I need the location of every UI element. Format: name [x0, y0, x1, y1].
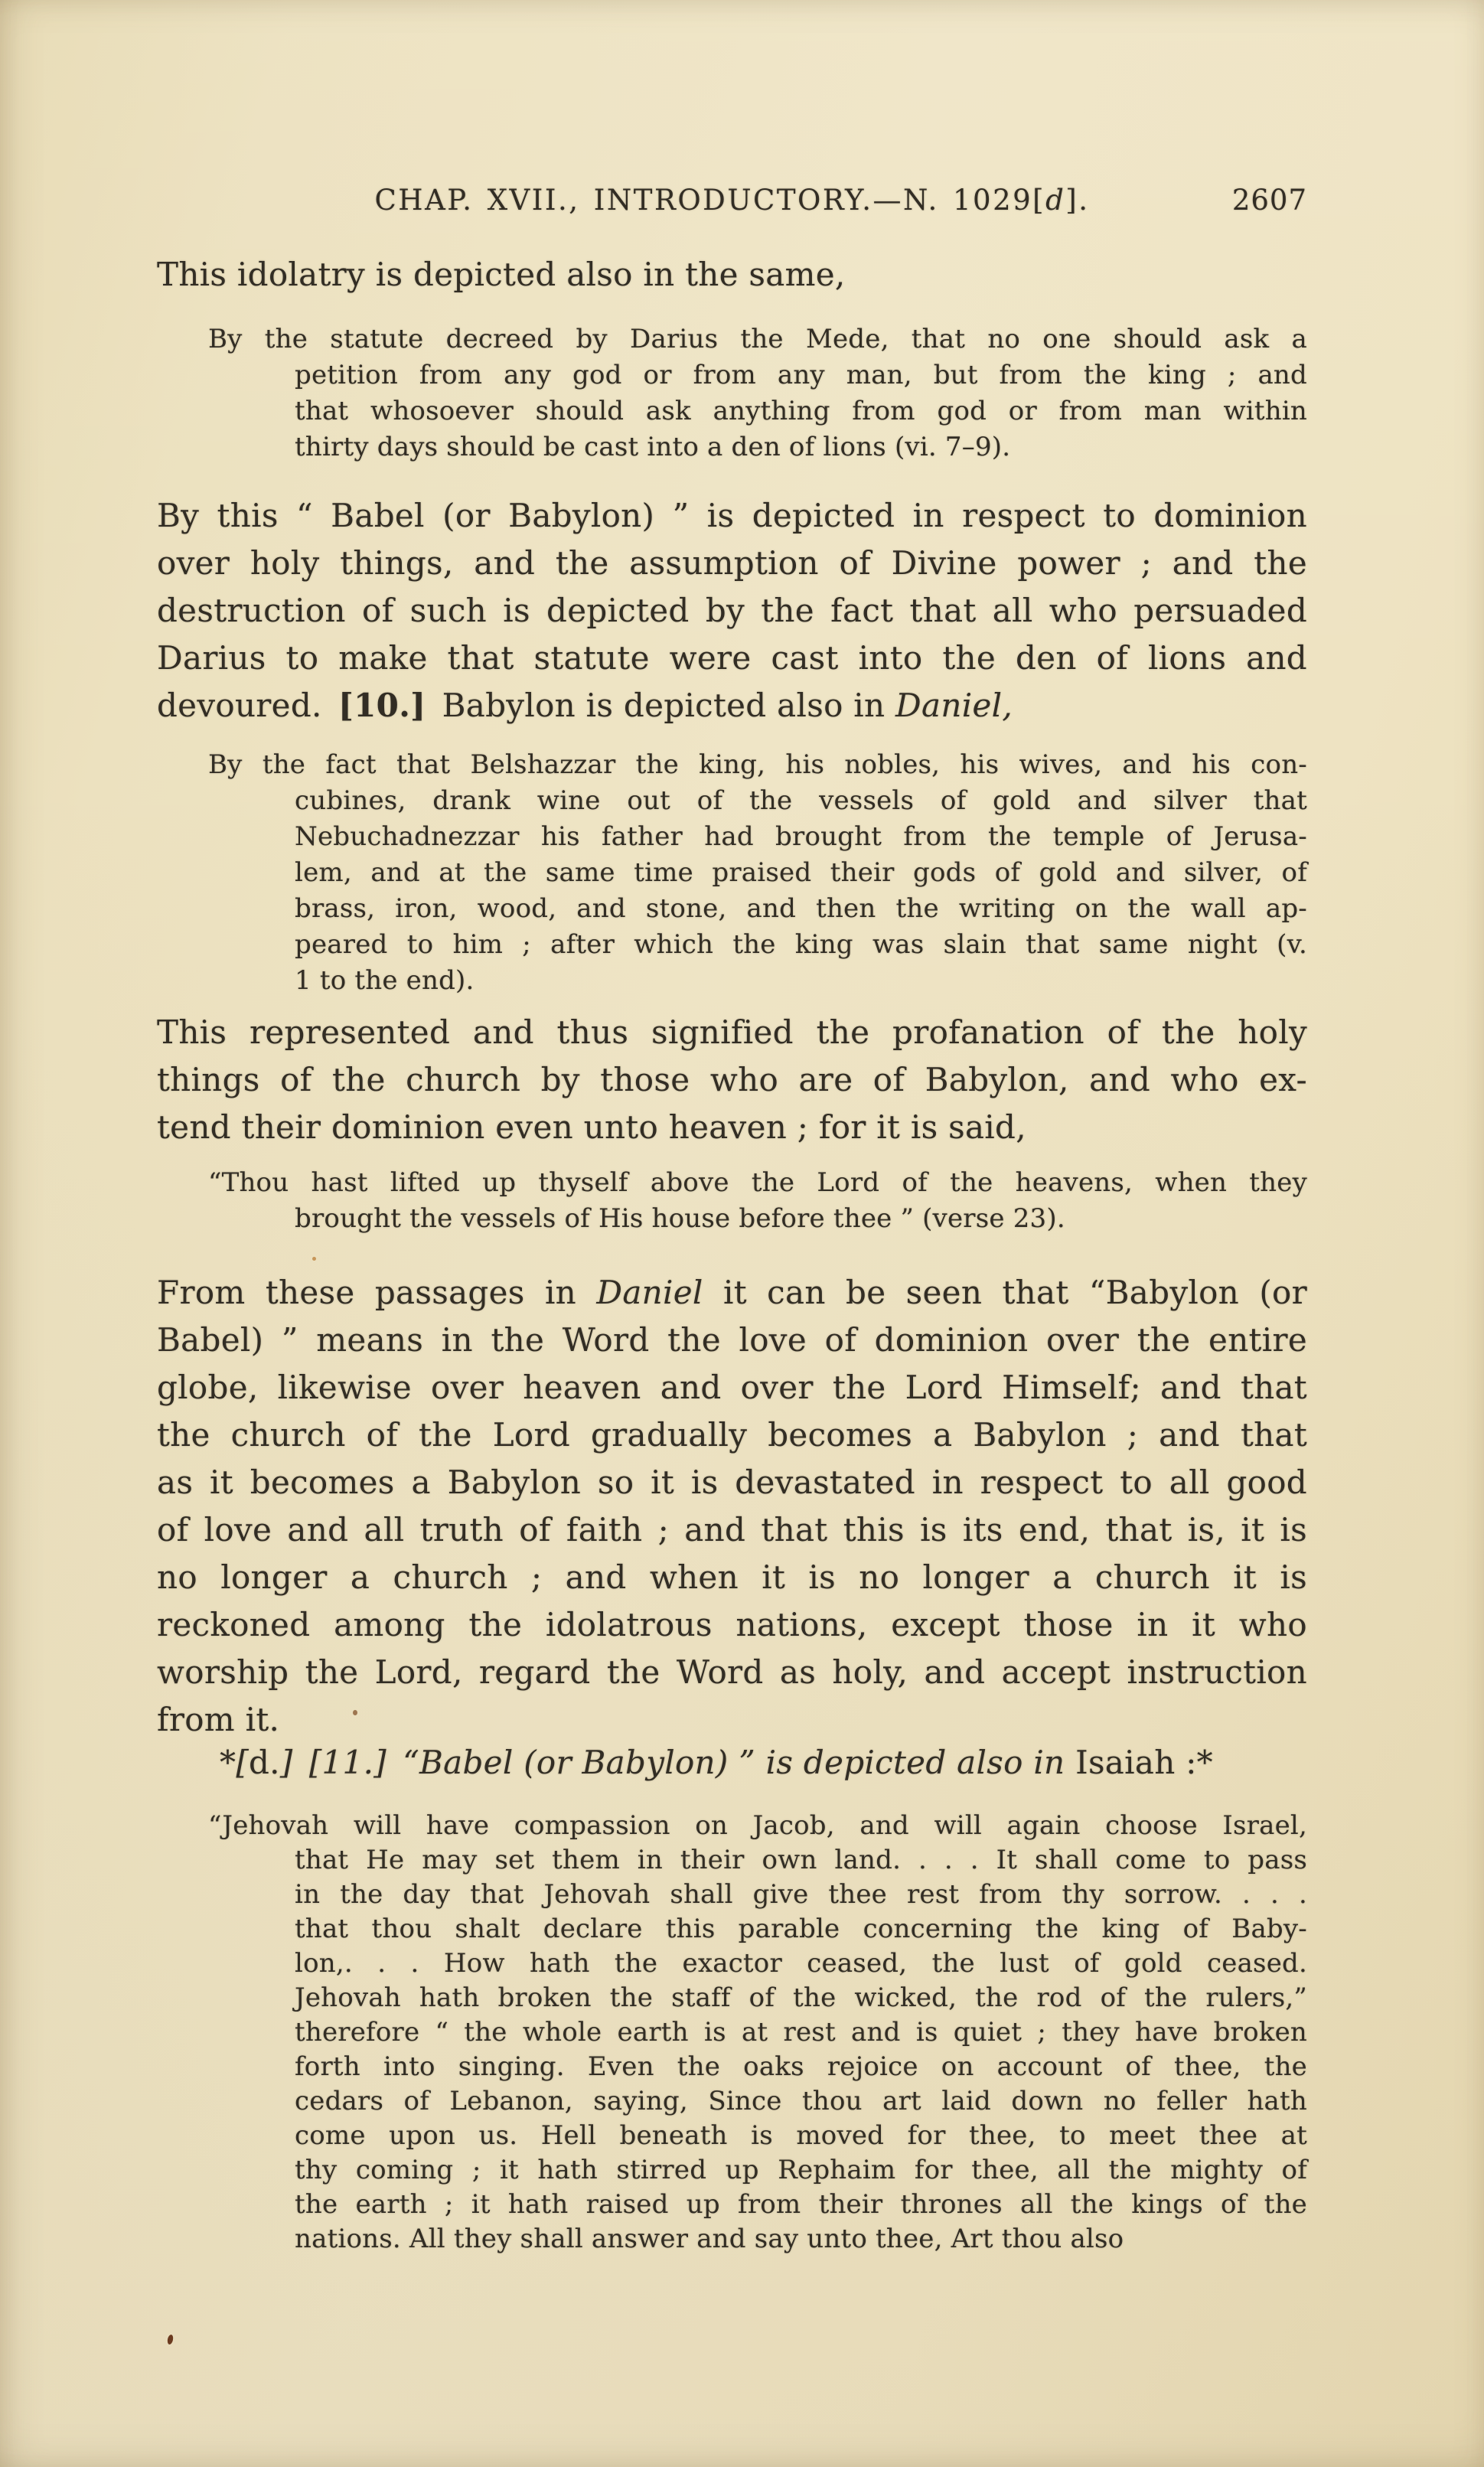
text-line: 1 to the end).	[295, 965, 475, 996]
text-line: lem, and at the same time praised their gods of gold and silver, of	[295, 857, 1307, 888]
text-line: devoured. [10.] Babylon is depicted also in Daniel,	[157, 687, 1013, 724]
text-line: tend their dominion even unto heaven ; for it is said,	[157, 1108, 1026, 1146]
paragraph-intro	[157, 251, 1307, 299]
text-line: reckoned among the idolatrous nations, except those in it who	[157, 1606, 1307, 1643]
text-line: thirty days should be cast into a den of lions (vi. 7–9).	[295, 432, 1011, 462]
text-line: that whosoever should ask anything from god or from man within	[295, 396, 1307, 426]
text-line: cedars of Lebanon, saying, Since thou art laid down no feller hath	[295, 2086, 1307, 2116]
ink-speck	[167, 2334, 174, 2345]
ink-speck	[353, 1710, 357, 1715]
text-line: globe, likewise over heaven and over the Lord Himself; and that	[157, 1369, 1307, 1406]
text-line: Babel) ” means in the Word the love of dominion over the entire	[157, 1321, 1307, 1359]
text-line: petition from any god or from any man, but from the king ; and	[295, 360, 1307, 390]
text-line: Darius to make that statute were cast into the den of lions and	[157, 639, 1307, 677]
text-line: that thou shalt declare this parable concerning the king of Baby-	[295, 1914, 1307, 1944]
text-line: This represented and thus signified the profanation of the holy	[157, 1013, 1307, 1051]
text-line: no longer a church ; and when it is no longer a church it is	[157, 1558, 1307, 1596]
scripture-extract-daniel-statute	[157, 321, 1307, 465]
page-number: 2607	[1231, 184, 1307, 217]
text-line: of love and all truth of faith ; and that this is its end, that is, it is	[157, 1511, 1307, 1548]
text-line: brought the vessels of His house before thee ” (verse 23).	[295, 1203, 1065, 1234]
text-line: cubines, drank wine out of the vessels of gold and silver that	[295, 785, 1307, 816]
paragraph-profanation	[157, 1009, 1307, 1151]
ink-speck	[312, 1257, 316, 1261]
text-line: things of the church by those who are of Babylon, and who ex-	[157, 1061, 1307, 1098]
text-line: over holy things, and the assumption of Divine power ; and the	[157, 544, 1307, 582]
text-line: come upon us. Hell beneath is moved for thee, to meet thee at	[295, 2120, 1307, 2151]
text-line: This idolatry is depicted also in the same,	[157, 256, 846, 293]
text-line: peared to him ; after which the king was slain that same night (v.	[295, 929, 1307, 960]
text-line: as it becomes a Babylon so it is devastated in respect to all good	[157, 1464, 1307, 1501]
text-line: “Thou hast lifted up thyself above the Lord of the heavens, when they	[208, 1167, 1307, 1198]
text-line: the earth ; it hath raised up from their thrones all the kings of the	[295, 2189, 1307, 2220]
text-line: *[d.] [11.] “Babel (or Babylon) ” is depicted also in Isaiah :*	[220, 1744, 1213, 1781]
text-line: thy coming ; it hath stirred up Rephaim for thee, all the mighty of	[295, 2155, 1307, 2185]
text-line: nations. All they shall answer and say unto thee, Art thou also	[295, 2224, 1124, 2254]
text-line: therefore “ the whole earth is at rest and is quiet ; they have broken	[295, 2017, 1307, 2048]
paragraph-babel-isaiah	[157, 1739, 1307, 1787]
running-head	[157, 182, 1307, 222]
scripture-extract-isaiah	[157, 1809, 1307, 2257]
text-line: in the day that Jehovah shall give thee rest from thy sorrow. . . .	[295, 1879, 1307, 1910]
text-line: By this “ Babel (or Babylon) ” is depicted in respect to dominion	[157, 497, 1307, 534]
scripture-extract-belshazzar	[157, 747, 1307, 999]
text-line: brass, iron, wood, and stone, and then the writing on the wall ap-	[295, 893, 1307, 924]
paragraph-babel-dominion	[157, 492, 1307, 729]
text-line: that He may set them in their own land. . . . It shall come to pass	[295, 1845, 1307, 1875]
text-line: Jehovah hath broken the staff of the wicked, the rod of the rulers,”	[295, 1982, 1307, 2013]
text-line: From these passages in Daniel it can be seen that “Babylon (or	[157, 1274, 1307, 1311]
text-line: destruction of such is depicted by the fact that all who persuaded	[157, 592, 1307, 629]
text-line: By the fact that Belshazzar the king, his nobles, his wives, and his con-	[208, 749, 1307, 780]
text-line: Nebuchadnezzar his father had brought from the temple of Jerusa-	[295, 821, 1307, 852]
running-head-title: CHAP. XVII., INTRODUCTORY.—N. 1029[d].	[374, 184, 1090, 217]
paragraph-from-these-passages	[157, 1269, 1307, 1744]
scripture-extract-verse-23	[157, 1165, 1307, 1237]
text-line: the church of the Lord gradually becomes a Babylon ; and that	[157, 1416, 1307, 1454]
text-line: lon,. . . How hath the exactor ceased, the lust of gold ceased.	[295, 1948, 1307, 1979]
text-line: “Jehovah will have compassion on Jacob, and will again choose Israel,	[208, 1810, 1307, 1841]
text-line: forth into singing. Even the oaks rejoice on account of thee, the	[295, 2051, 1307, 2082]
text-line: By the statute decreed by Darius the Mede, that no one should ask a	[208, 324, 1307, 354]
text-line: worship the Lord, regard the Word as holy, and accept instruction	[157, 1653, 1307, 1691]
text-line: from it.	[157, 1701, 280, 1738]
